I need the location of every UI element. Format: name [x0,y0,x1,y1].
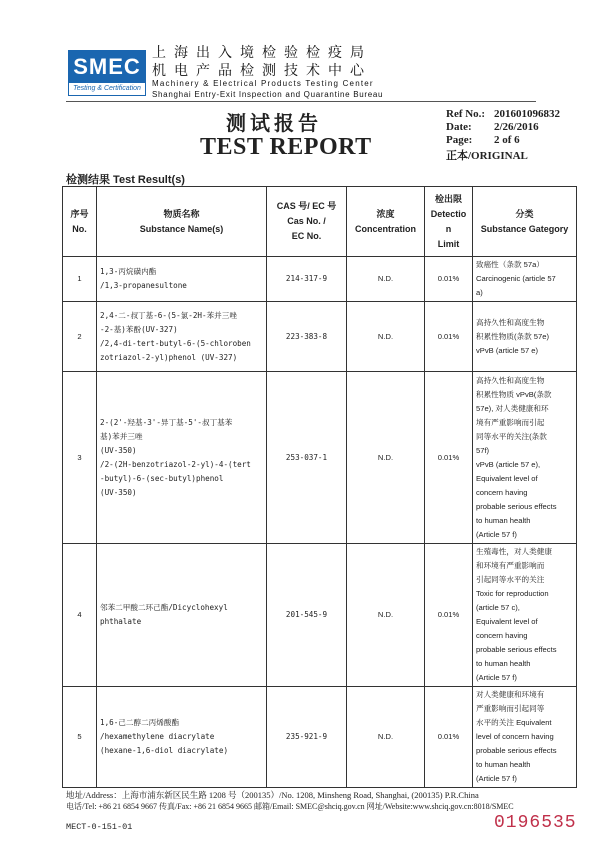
table-row [63,544,577,687]
original-mark: 正本/ORIGINAL [446,150,528,162]
section-title: 检测结果 Test Result(s) [66,174,185,186]
org-name-cn-2: 机电产品检测技术中心 [152,63,372,79]
org-name-en-1: Machinery & Electrical Products Testing Center [152,79,374,88]
report-title-en: TEST REPORT [200,134,372,160]
row-concentration: N.D. [347,302,425,372]
header-name: 物质名称 Substance Name(s) [97,187,267,257]
row-no: 2 [63,302,97,372]
row-concentration: N.D. [347,687,425,788]
footer-address: 地址/Address：上海市浦东新区民生路 1208 号（200135）/No. 1208, Minsheng Road, Shanghai, (200135) P.R.China [66,790,479,800]
row-substance: 1,6-己二醇二丙烯酸酯 /hexamethylene diacrylate (hexane-1,6-diol diacrylate) [97,687,267,788]
row-category: 生殖毒性，对人类健康 和环境有严重影响而 引起同等水平的关注 Toxic for reproduction (article 57 c), Equivalent level of concern having probable serious effects to human health (Article 57 f) [473,544,577,687]
row-cas: 253-037-1 [267,372,347,544]
row-substance: 2,4-二-叔丁基-6-(5-氯-2H-苯并三唑 -2-基)苯酚(UV-327) /2,4-di-tert-butyl-6-(5-chloroben zotriazol-2-yl)phenol (UV-327) [97,302,267,372]
row-cas: 201-545-9 [267,544,347,687]
row-no: 4 [63,544,97,687]
header-category: 分类 Substance Gategory [473,187,577,257]
header-no: 序号 No. [63,187,97,257]
row-concentration: N.D. [347,257,425,302]
table-row [63,302,577,372]
row-cas: 214-317-9 [267,257,347,302]
header-limit: 检出限 Detectio n Limit [425,187,473,257]
footer-contact: 电话/Tel: +86 21 6854 9667 传真/Fax: +86 21 6854 9665 邮箱/Email: SMEC@shciq.gov.cn 网址/Website:www.shciq.gov.cn:8018/SMEC [66,802,514,811]
table-header-row [63,187,577,257]
row-category: 对人类健康和环境有 严重影响而引起同等 水平的关注 Equivalent level of concern having probable serious effects to human health (Article 57 f) [473,687,577,788]
logo-subtext: Testing & Certification [73,85,141,92]
logo-text: SMEC [69,51,145,83]
ref-number: Ref No.: 201601096832 [446,108,560,120]
row-substance: 邻苯二甲酸二环己酯/Dicyclohexyl phthalate [97,544,267,687]
row-cas: 223-383-8 [267,302,347,372]
row-concentration: N.D. [347,372,425,544]
smec-logo [68,50,146,96]
header-cas: CAS 号/ EC 号 Cas No. / EC No. [267,187,347,257]
results-table [62,186,577,788]
row-category: 致癌性（条款 57a） Carcinogenic (article 57 a) [473,257,577,302]
doc-code: MECT-0-151-01 [66,822,133,832]
org-name-cn-1: 上海出入境检验检疫局 [152,45,372,61]
row-substance: 2-(2'-羟基-3'-异丁基-5'-叔丁基苯 基)苯并三唑 (UV-350) /2-(2H-benzotriazol-2-yl)-4-(tert -butyl)-6-(sec-butyl)phenol (UV-350) [97,372,267,544]
row-concentration: N.D. [347,544,425,687]
row-no: 1 [63,257,97,302]
table-row [63,687,577,788]
report-title-cn: 测试报告 [226,111,322,135]
row-limit: 0.01% [425,302,473,372]
row-cas: 235-921-9 [267,687,347,788]
report-date: Date: 2/26/2016 [446,121,539,133]
header-divider [66,101,536,102]
page-number: Page: 2 of 6 [446,134,520,146]
row-limit: 0.01% [425,687,473,788]
row-category: 高持久性和高度生物 积累性物质(条款 57e) vPvB (article 57 e) [473,302,577,372]
row-limit: 0.01% [425,372,473,544]
serial-number: 0196535 [494,813,577,833]
row-category: 高持久性和高度生物 积累性物质 vPvB(条款 57e), 对人类健康和环 境有严重影响而引起 同等水平的关注(条款 57f) vPvB (article 57 e), Equivalent level of concern having probable serious effects to human health (Article 57 f) [473,372,577,544]
row-limit: 0.01% [425,257,473,302]
table-row [63,372,577,544]
table-row [63,257,577,302]
header-concentration: 浓度 Concentration [347,187,425,257]
org-name-en-2: Shanghai Entry-Exit Inspection and Quarantine Bureau [152,90,384,99]
row-no: 5 [63,687,97,788]
row-limit: 0.01% [425,544,473,687]
row-no: 3 [63,372,97,544]
row-substance: 1,3-丙烷磺内酯 /1,3-propanesultone [97,257,267,302]
